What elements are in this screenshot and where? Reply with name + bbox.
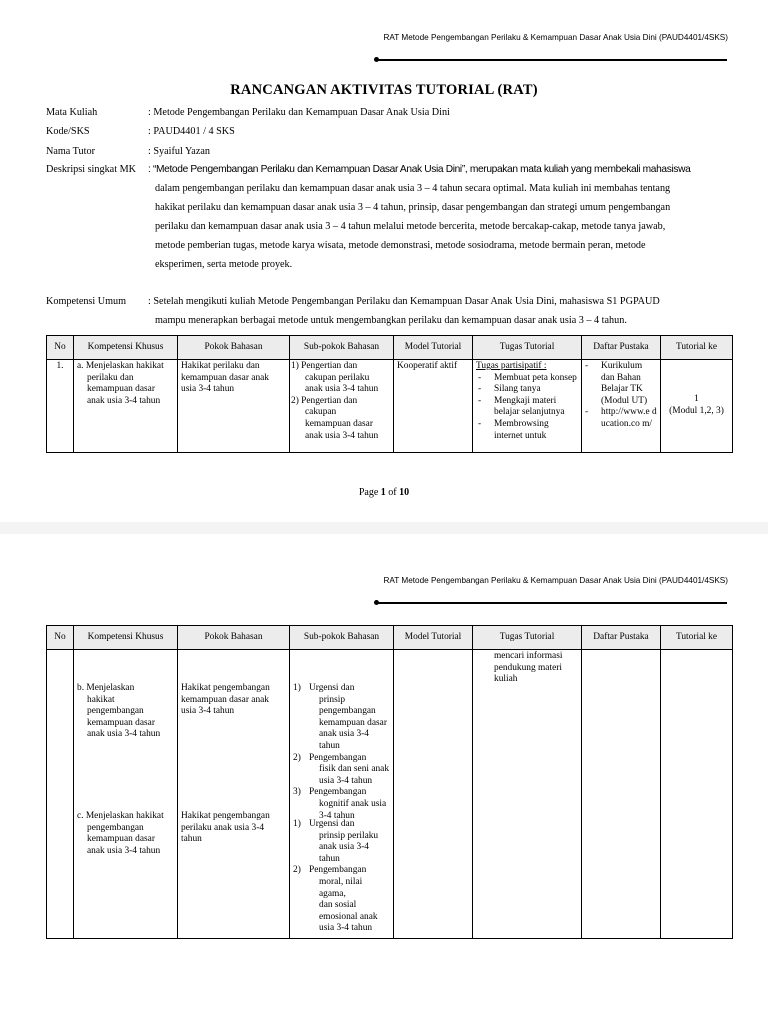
sub-group-c [293,811,390,935]
document-title: RANCANGAN AKTIVITAS TUTORIAL (RAT) [230,82,538,98]
sub-item-line: 3-4 tahun [319,810,355,821]
deskripsi-label: Deskripsi singkat MK [46,164,136,175]
tutorial-number: 1 [694,394,699,405]
sub-item-line: fisik dan seni anak [319,764,390,775]
sub-item-number: 1) [291,361,299,371]
page-number-current: 1 [380,487,386,498]
page-number-total: 10 [399,487,410,498]
kompetensi-line: anak usia 3-4 tahun [87,845,161,856]
sub-item-number: 2) [291,395,299,406]
deskripsi-line: metode pemberian tugas, metode karya wisata, metode demonstrasi, metode sosiodrama, metode bermain peran, metode [155,240,646,251]
cell-tugas-tutorial: mencari informasi pendukung materi kuliah [473,650,582,939]
col-header-pustaka: Daftar Pustaka [582,336,661,360]
sub-item-line: cakupan perilaku [305,372,370,383]
sub-group-b [293,683,390,821]
kompetensi-line: pengembangan [87,822,144,833]
list-item [293,787,390,822]
list-item: - http://www.e ducation.co m/ [583,407,657,430]
sub-item-line: Pengertian dan [301,395,358,406]
deskripsi-text [148,160,718,274]
kode-label: Kode/SKS [46,126,90,137]
cell-daftar-pustaka [582,650,661,939]
cell-model-tutorial: Kooperatif aktif [394,360,473,453]
tutor-value: : Syaiful Yazan [148,146,210,157]
list-item [293,753,390,788]
cell-sub-pokok [290,650,394,939]
row-number [47,650,74,939]
sub-item-line: kemampuan dasar [319,717,387,728]
kompetensi-b [77,683,174,811]
header-rule [377,59,727,61]
sub-list [293,819,390,935]
list-item: - Mengkaji materi belajar selanjutnya [476,396,578,419]
cell-pokok-bahasan: Hakikat perilaku dan kemampuan dasar anak usia 3-4 tahun [178,360,290,453]
sub-item-line: cakupan [305,407,337,418]
col-header-sub-pokok: Sub-pokok Bahasan [290,626,394,650]
sub-item-line: anak usia 3-4 tahun [305,384,379,395]
kompetensi-c [77,811,174,857]
sub-item-line: dan sosial [319,900,357,911]
tugas-heading: Tugas partisipatif : [476,361,547,371]
sub-item-line: kognitif anak usia [319,798,387,809]
cell-pokok-bahasan [178,650,290,939]
col-header-pokok: Pokok Bahasan [178,336,290,360]
sub-item-line: Pengertian dan [301,361,358,371]
sub-item-number: 1) [293,683,301,693]
kompetensi-line: : Setelah mengikuti kuliah Metode Pengembangan Perilaku dan Kemampuan Dasar Anak Usia Dini, mahasiswa S1 PGPAUD [148,296,660,307]
kompetensi-line: kemampuan dasar [87,384,155,395]
sub-item [291,361,390,396]
sub-item-number: 2) [293,865,301,876]
col-header-kompetensi: Kompetensi Khusus [74,336,178,360]
deskripsi-line: hakikat perilaku dan kemampuan dasar anak usia 3 – 4 tahun, prinsip, dasar pengembangan dan strategi umum pengembangan [155,202,671,213]
col-header-no: No [47,336,74,360]
running-header: RAT Metode Pengembangan Perilaku & Kemampuan Dasar Anak Usia Dini (PAUD4401/4SKS) [383,33,728,42]
sub-item-line: moral, nilai agama, [319,876,363,899]
col-header-tugas: Tugas Tutorial [473,626,582,650]
sub-item-line: Pengembangan [309,865,367,876]
header-rule [377,602,727,604]
sub-item-line: prinsip perilaku [319,830,379,841]
col-header-pokok: Pokok Bahasan [178,626,290,650]
list-item: - Kurikulum dan Bahan Belajar TK (Modul UT) [583,361,657,407]
kompetensi-line: b. Menjelaskan [77,683,135,693]
kompetensi-line: hakikat [87,694,115,705]
cell-tutorial-ke [661,650,733,939]
cell-kompetensi [74,650,178,939]
col-header-tutorial-ke: Tutorial ke [661,626,733,650]
deskripsi-line: perilaku dan kemampuan dasar anak usia 3 – 4 tahun melalui metode bercerita, metode bercakap-cakap, metode tanya jawab, [155,221,666,232]
kompetensi-line: mampu menerapkan berbagai metode untuk mengembangkan perilaku dan kemampuan dasar anak usia 3 – 4 tahun. [155,315,627,326]
rat-table-page-1 [46,335,733,453]
pokok-b: Hakikat pengembangan kemampuan dasar anak usia 3-4 tahun [181,683,270,717]
cell-tutorial-ke [661,360,733,453]
page-number [0,487,768,498]
sub-item-number: 3) [293,787,301,798]
list-item: - Membrowsing internet untuk [476,419,578,442]
cell-sub-pokok [290,360,394,453]
running-header: RAT Metode Pengembangan Perilaku & Kemampuan Dasar Anak Usia Dini (PAUD4401/4SKS) [383,576,728,585]
table-header-row [47,336,733,360]
kompetensi-label: Kompetensi Umum [46,296,127,307]
list-item [293,819,390,865]
table-header-row [47,626,733,650]
kompetensi-line: anak usia 3-4 tahun [87,395,161,406]
sub-item-line: Urgensi dan [309,819,355,829]
table-row [47,650,733,939]
list-item: - Membuat peta konsep [476,373,578,385]
kompetensi-line: pengembangan [87,706,144,717]
kompetensi-line: a. Menjelaskan hakikat [77,361,164,371]
col-header-sub-pokok: Sub-pokok Bahasan [290,336,394,360]
col-header-pustaka: Daftar Pustaka [582,626,661,650]
sub-item-line: Pengembangan [309,787,367,798]
sub-list [293,683,390,822]
pokok-c: Hakikat pengembangan perilaku anak usia 3-4 tahun [181,811,270,845]
sub-item-line: usia 3-4 tahun [319,923,373,934]
kompetensi-line: kemampuan dasar [87,717,155,728]
sub-item-line: anak usia 3-4 tahun [319,842,369,864]
list-item [293,865,390,935]
tutorial-modul: (Modul 1,2, 3) [669,406,724,416]
page-gap [0,522,768,534]
sub-item-line: pengembangan [319,706,376,717]
cell-kompetensi [74,360,178,453]
table-row [47,360,733,453]
deskripsi-line: : “Metode Pengembangan Perilaku dan Kemampuan Dasar Anak Usia Dini”, merupakan mata kuliah yang membekali mahasiswa [148,164,691,175]
sub-item-number: 2) [293,752,301,763]
list-item: - Silang tanya [476,384,578,396]
kompetensi-line: perilaku dan [87,372,134,383]
sub-item-line: anak usia 3-4 tahun [305,430,379,441]
col-header-model: Model Tutorial [394,626,473,650]
kompetensi-text [148,292,718,330]
tugas-list [476,373,578,443]
deskripsi-line: eksperimen, serta metode proyek. [155,259,293,270]
kompetensi-line: kemampuan dasar [87,834,155,845]
sub-item [291,396,390,442]
cell-tugas-tutorial [473,360,582,453]
col-header-tugas: Tugas Tutorial [473,336,582,360]
document-page-2 [0,534,768,1024]
tutor-label: Nama Tutor [46,146,95,157]
cell-daftar-pustaka [582,360,661,453]
col-header-model: Model Tutorial [394,336,473,360]
sub-item-line: Urgensi dan [309,683,355,693]
sub-item-line: anak usia 3-4 tahun [319,729,369,751]
col-header-kompetensi: Kompetensi Khusus [74,626,178,650]
kode-value: : PAUD4401 / 4 SKS [148,126,235,137]
rat-table-page-2 [46,625,733,939]
sub-item-line: emosional anak [319,911,378,922]
sub-item-line: prinsip [319,694,346,705]
col-header-tutorial-ke: Tutorial ke [661,336,733,360]
pustaka-list [583,361,657,431]
cell-model-tutorial [394,650,473,939]
page-number-prefix: Page [358,487,381,498]
sub-item-line: Pengembangan [309,752,367,763]
col-header-no: No [47,626,74,650]
kompetensi-line: anak usia 3-4 tahun [87,729,161,740]
sub-item-number: 1) [293,819,301,829]
mata-kuliah-value: : Metode Pengembangan Perilaku dan Kemampuan Dasar Anak Usia Dini [148,107,450,118]
sub-item-line: usia 3-4 tahun [319,775,373,786]
deskripsi-line: dalam pengembangan perilaku dan kemampuan dasar anak usia 3 – 4 tahun secara optimal. Mata kuliah ini membahas tentang [155,183,671,194]
sub-item-line: kemampuan dasar [305,418,373,429]
mata-kuliah-label: Mata Kuliah [46,107,98,118]
page-number-of: of [385,487,400,498]
list-item [293,683,390,753]
kompetensi-line: c. Menjelaskan hakikat [77,811,164,821]
row-number: 1. [47,360,74,453]
